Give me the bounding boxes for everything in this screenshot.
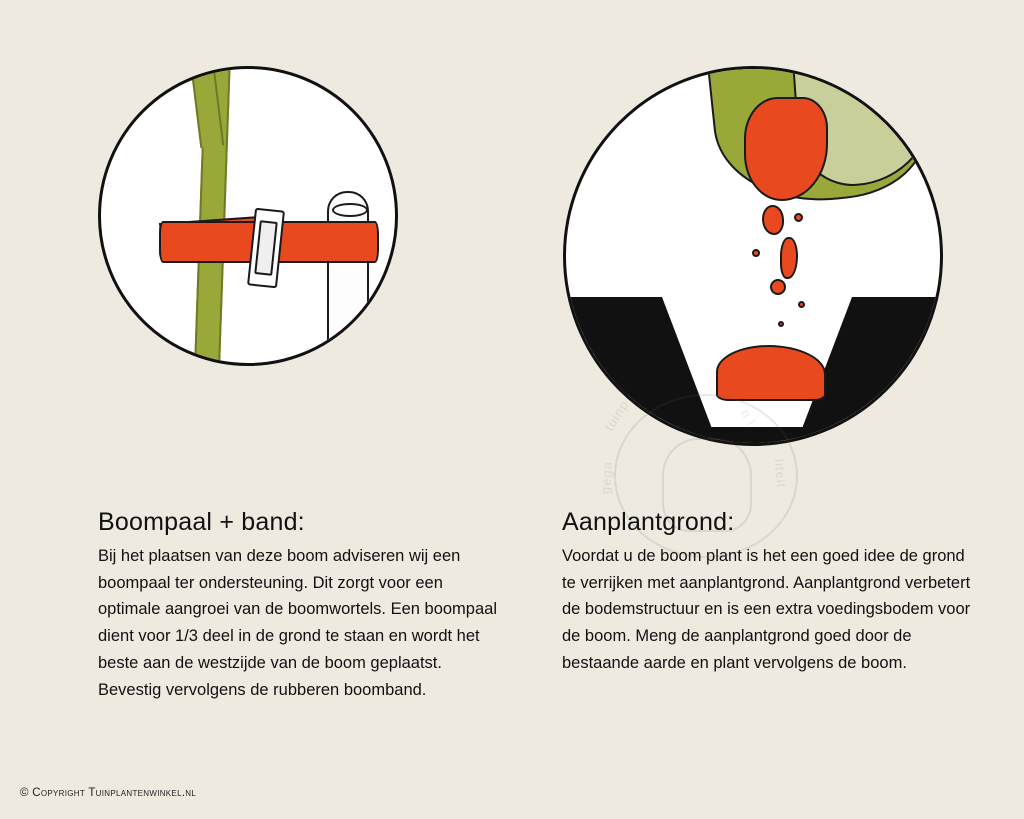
- circle-frame-left: [98, 66, 398, 366]
- wooden-stake: [327, 191, 369, 366]
- soil-drop: [778, 321, 784, 327]
- soil-drop: [798, 301, 805, 308]
- boompaal-illustration: [88, 56, 418, 466]
- panel-aanplantgrond: [545, 56, 965, 466]
- soil-drop: [794, 213, 803, 222]
- soil-pile-in-hole: [716, 345, 826, 401]
- text-block-boompaal: [98, 508, 498, 703]
- soil-drop: [752, 249, 760, 257]
- body-boompaal: Bij het plaatsen van deze boom adviseren wij een boompaal ter ondersteuning. Dit zorgt voor een optimale aangroei van de boomwortels. Een boompaal dient voor 1/3 deel in de grond te staan en wordt het beste aan de westzijde van de boom geplaatst. Bevestig vervolgens de rubberen boomband.: [98, 547, 497, 699]
- watermark-text: liteit: [771, 458, 790, 489]
- aanplantgrond-illustration: [545, 56, 965, 466]
- body-aanplantgrond: Voordat u de boom plant is het een goed idee de grond te verrijken met aanplantgrond. Aanplantgrond verbetert de bodemstructuur en is een extra voedingsbodem voor de boom. Meng de aanplantgrond goed door de bestaande aarde en plant vervolgens de boom.: [562, 547, 971, 672]
- soil-drop: [762, 205, 784, 235]
- panel-boompaal: [88, 56, 508, 466]
- watermark-text: gega: [597, 460, 616, 495]
- heading-boompaal: Boompaal + band:: [98, 508, 305, 536]
- soil-drop: [780, 237, 798, 279]
- heading-aanplantgrond: Aanplantgrond:: [562, 508, 735, 536]
- soil-drop: [770, 279, 786, 295]
- text-block-aanplantgrond: [562, 508, 982, 677]
- copyright-notice: © Copyright Tuinplantenwinkel.nl: [20, 787, 197, 799]
- circle-frame-right: [563, 66, 943, 446]
